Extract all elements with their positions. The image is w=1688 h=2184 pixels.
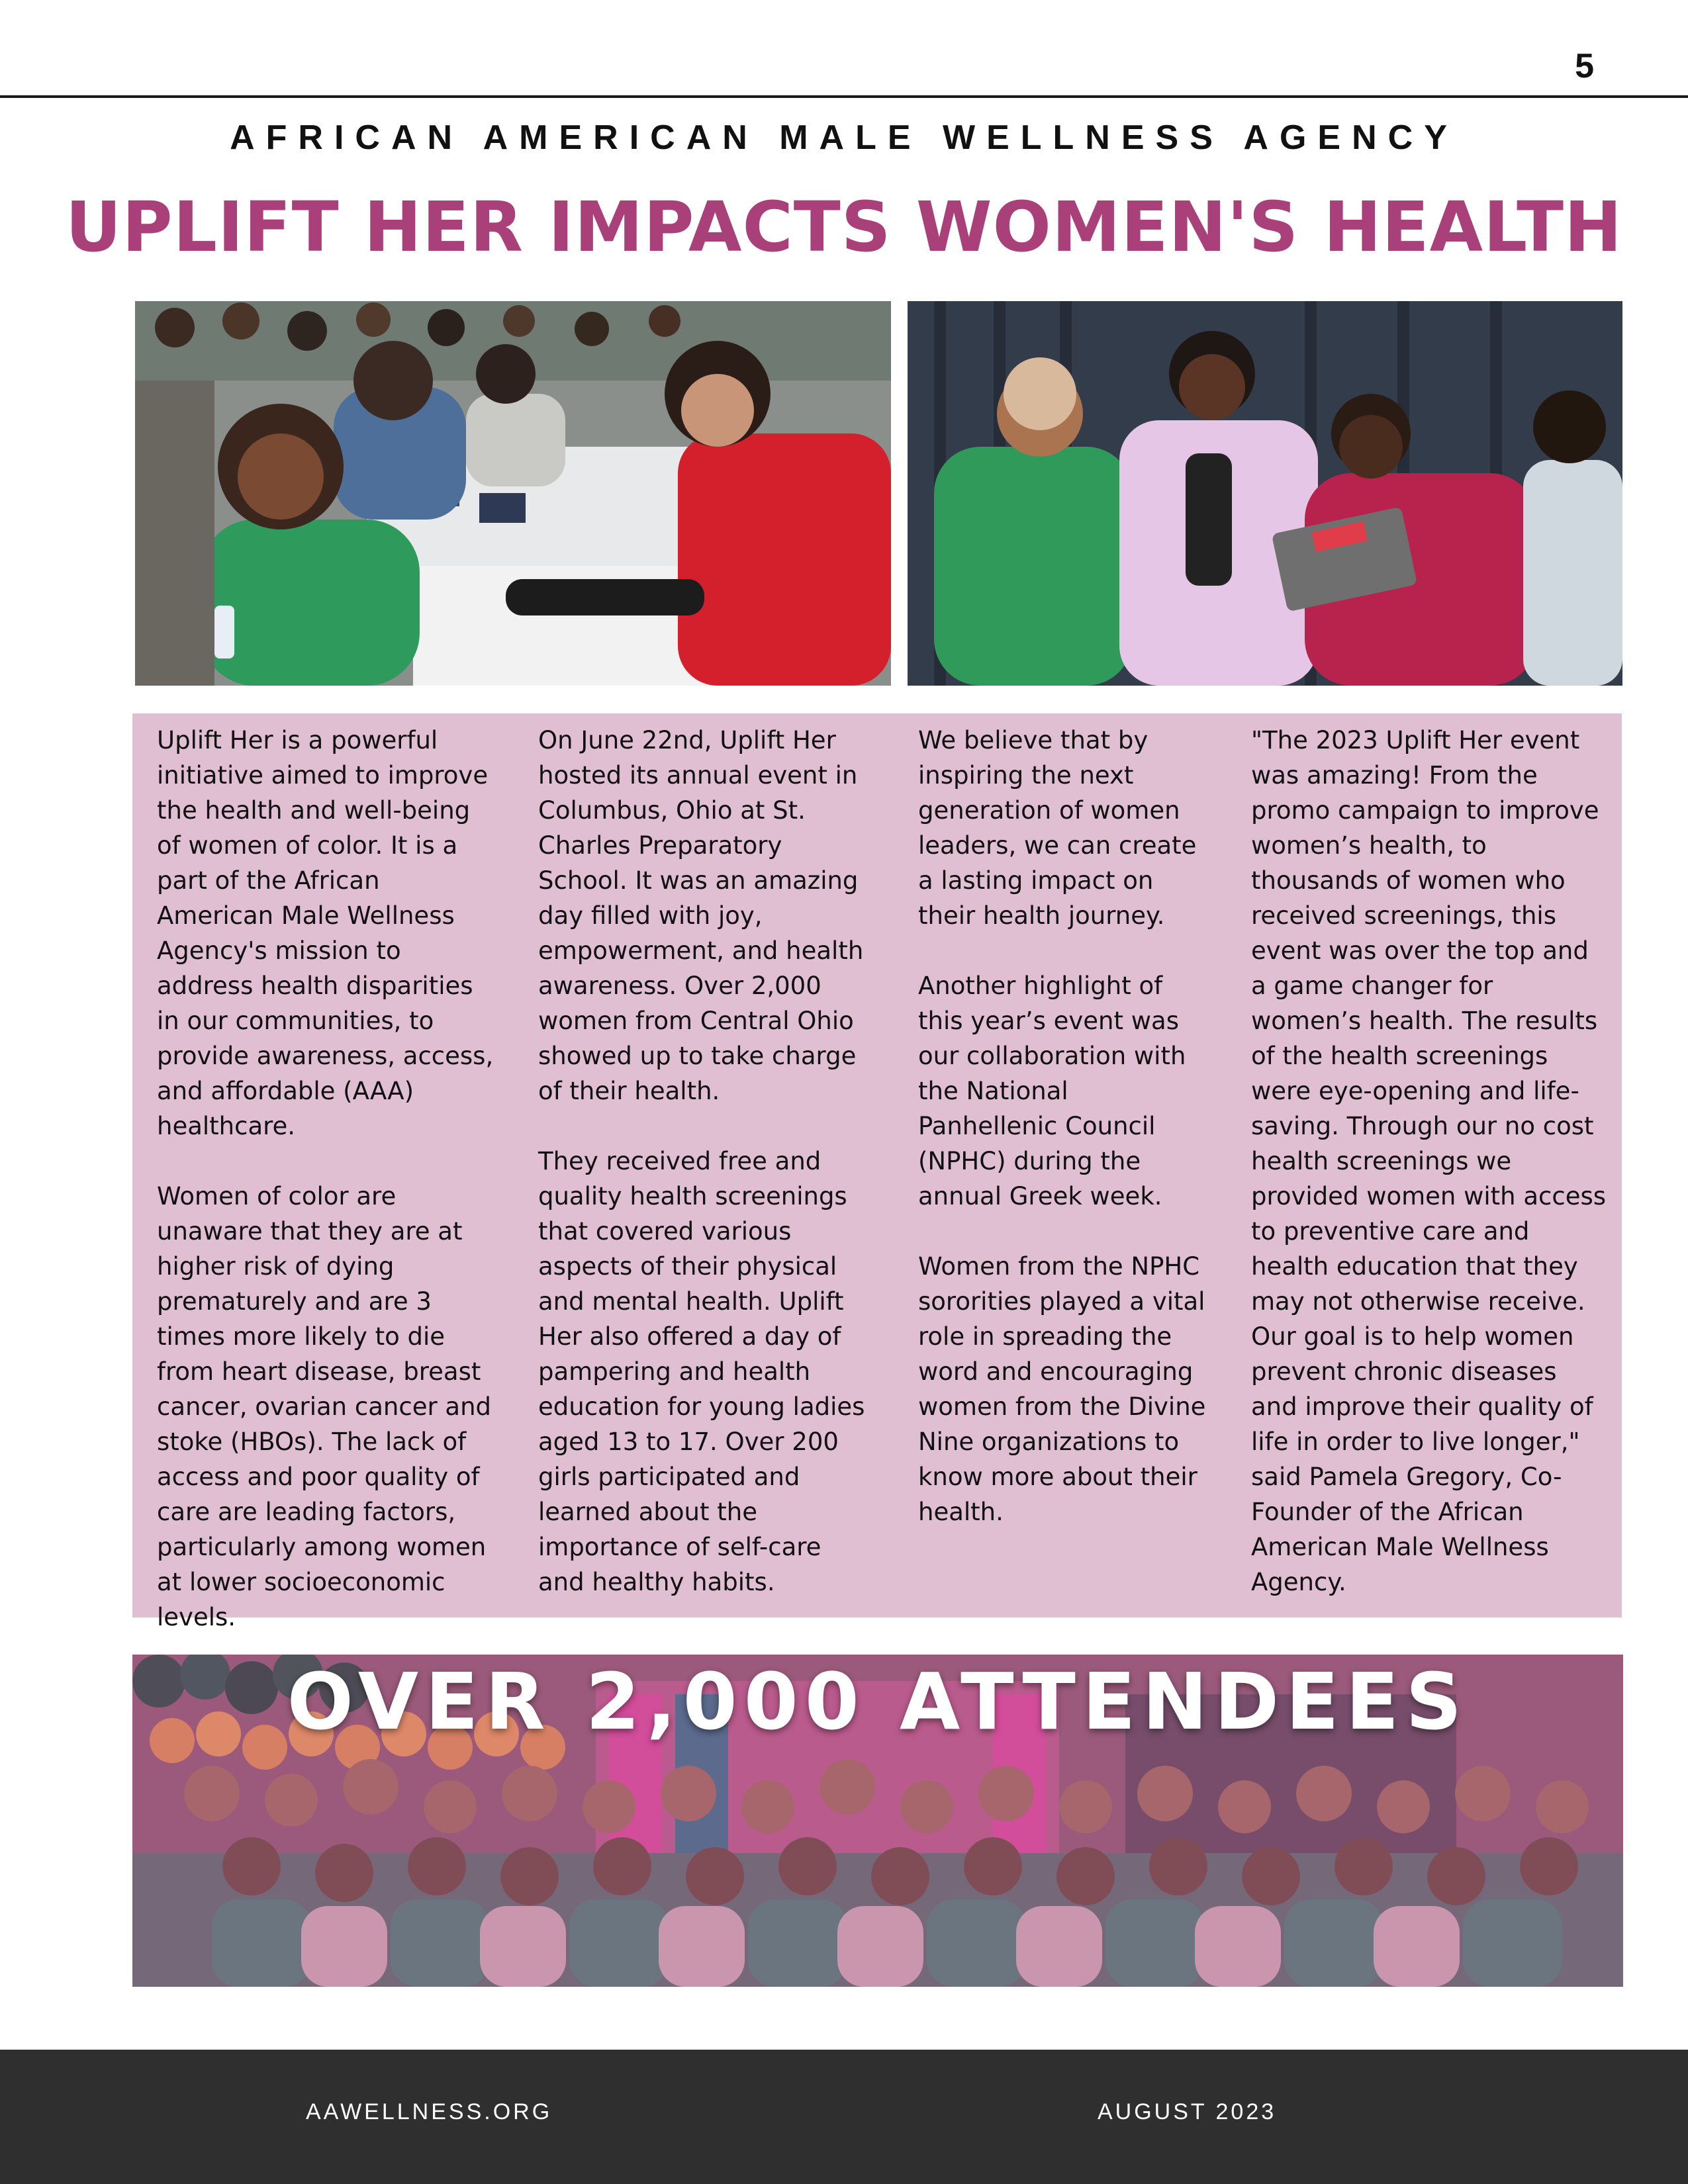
org-name: AFRICAN AMERICAN MALE WELLNESS AGENCY xyxy=(230,118,1458,157)
footer-website-link[interactable]: AAWELLNESS.ORG xyxy=(306,2099,553,2124)
article-column-2 xyxy=(538,723,869,1600)
article-paragraph: Women of color are unaware that they are at higher risk of dying prematurely and are 3 times more likely to die from heart disease, breast cancer, ovarian cancer and stoke (HBOs). The lack of access and poor quality of care are leading factors, particularly among women at lower socioeconomic levels. xyxy=(157,1182,492,1631)
page-title: UPLIFT HER IMPACTS WOMEN'S HEALTH xyxy=(65,187,1623,267)
attendees-banner-title: OVER 2,000 ATTENDEES xyxy=(287,1656,1469,1747)
footer-issue-date: AUGUST 2023 xyxy=(1098,2099,1277,2124)
tablet-review-photo xyxy=(908,301,1622,686)
article-quote: "The 2023 Uplift Her event was amazing! From the promo campaign to improve women’s health, to thousands of women who received screenings, this event was over the top and a game changer for women’s health. The results of the health screenings were eye-opening and life-saving. Through our no cost health screenings we provided women with access to preventive care and health education that they may not otherwise receive. Our goal is to help women prevent chronic diseases and improve their quality of life in order to live longer," said Pamela Gregory, Co-Founder of the African American Male Wellness Agency. xyxy=(1251,726,1607,1596)
article-paragraph: Women from the NPHC sororities played a vital role in spreading the word and encouraging women from the Divine Nine organizations to know more about their health. xyxy=(918,1252,1206,1526)
footer-bar xyxy=(0,2050,1688,2184)
article-paragraph: We believe that by inspiring the next generation of women leaders, we can create a lasting impact on their health journey. xyxy=(918,726,1197,930)
article-column-4 xyxy=(1251,723,1609,1600)
screening-event-photo xyxy=(135,301,891,686)
article-paragraph: Uplift Her is a powerful initiative aimed to improve the health and well-being of women of color. It is a part of the African American Male Wellness Agency's mission to address health disparities in our communities, to provide awareness, access, and affordable (AAA) healthcare. xyxy=(157,726,494,1140)
article-column-3 xyxy=(918,723,1209,1529)
article-column-1 xyxy=(157,723,501,1635)
article-paragraph: Another highlight of this year’s event was our collaboration with the National Panhellenic Council (NPHC) during the annual Greek week. xyxy=(918,972,1186,1210)
page-number: 5 xyxy=(1575,47,1594,85)
article-paragraph: They received free and quality health screenings that covered various aspects of their physical and mental health. Uplift Her also offered a day of pampering and health education for young ladies aged 13 to 17. Over 200 girls participated and learned about the importance of self-care and healthy habits. xyxy=(538,1147,865,1596)
top-divider xyxy=(0,95,1688,98)
article-paragraph: On June 22nd, Uplift Her hosted its annual event in Columbus, Ohio at St. Charles Preparatory School. It was an amazing day filled with joy, empowerment, and health awareness. Over 2,000 women from Central Ohio showed up to take charge of their health. xyxy=(538,726,864,1105)
